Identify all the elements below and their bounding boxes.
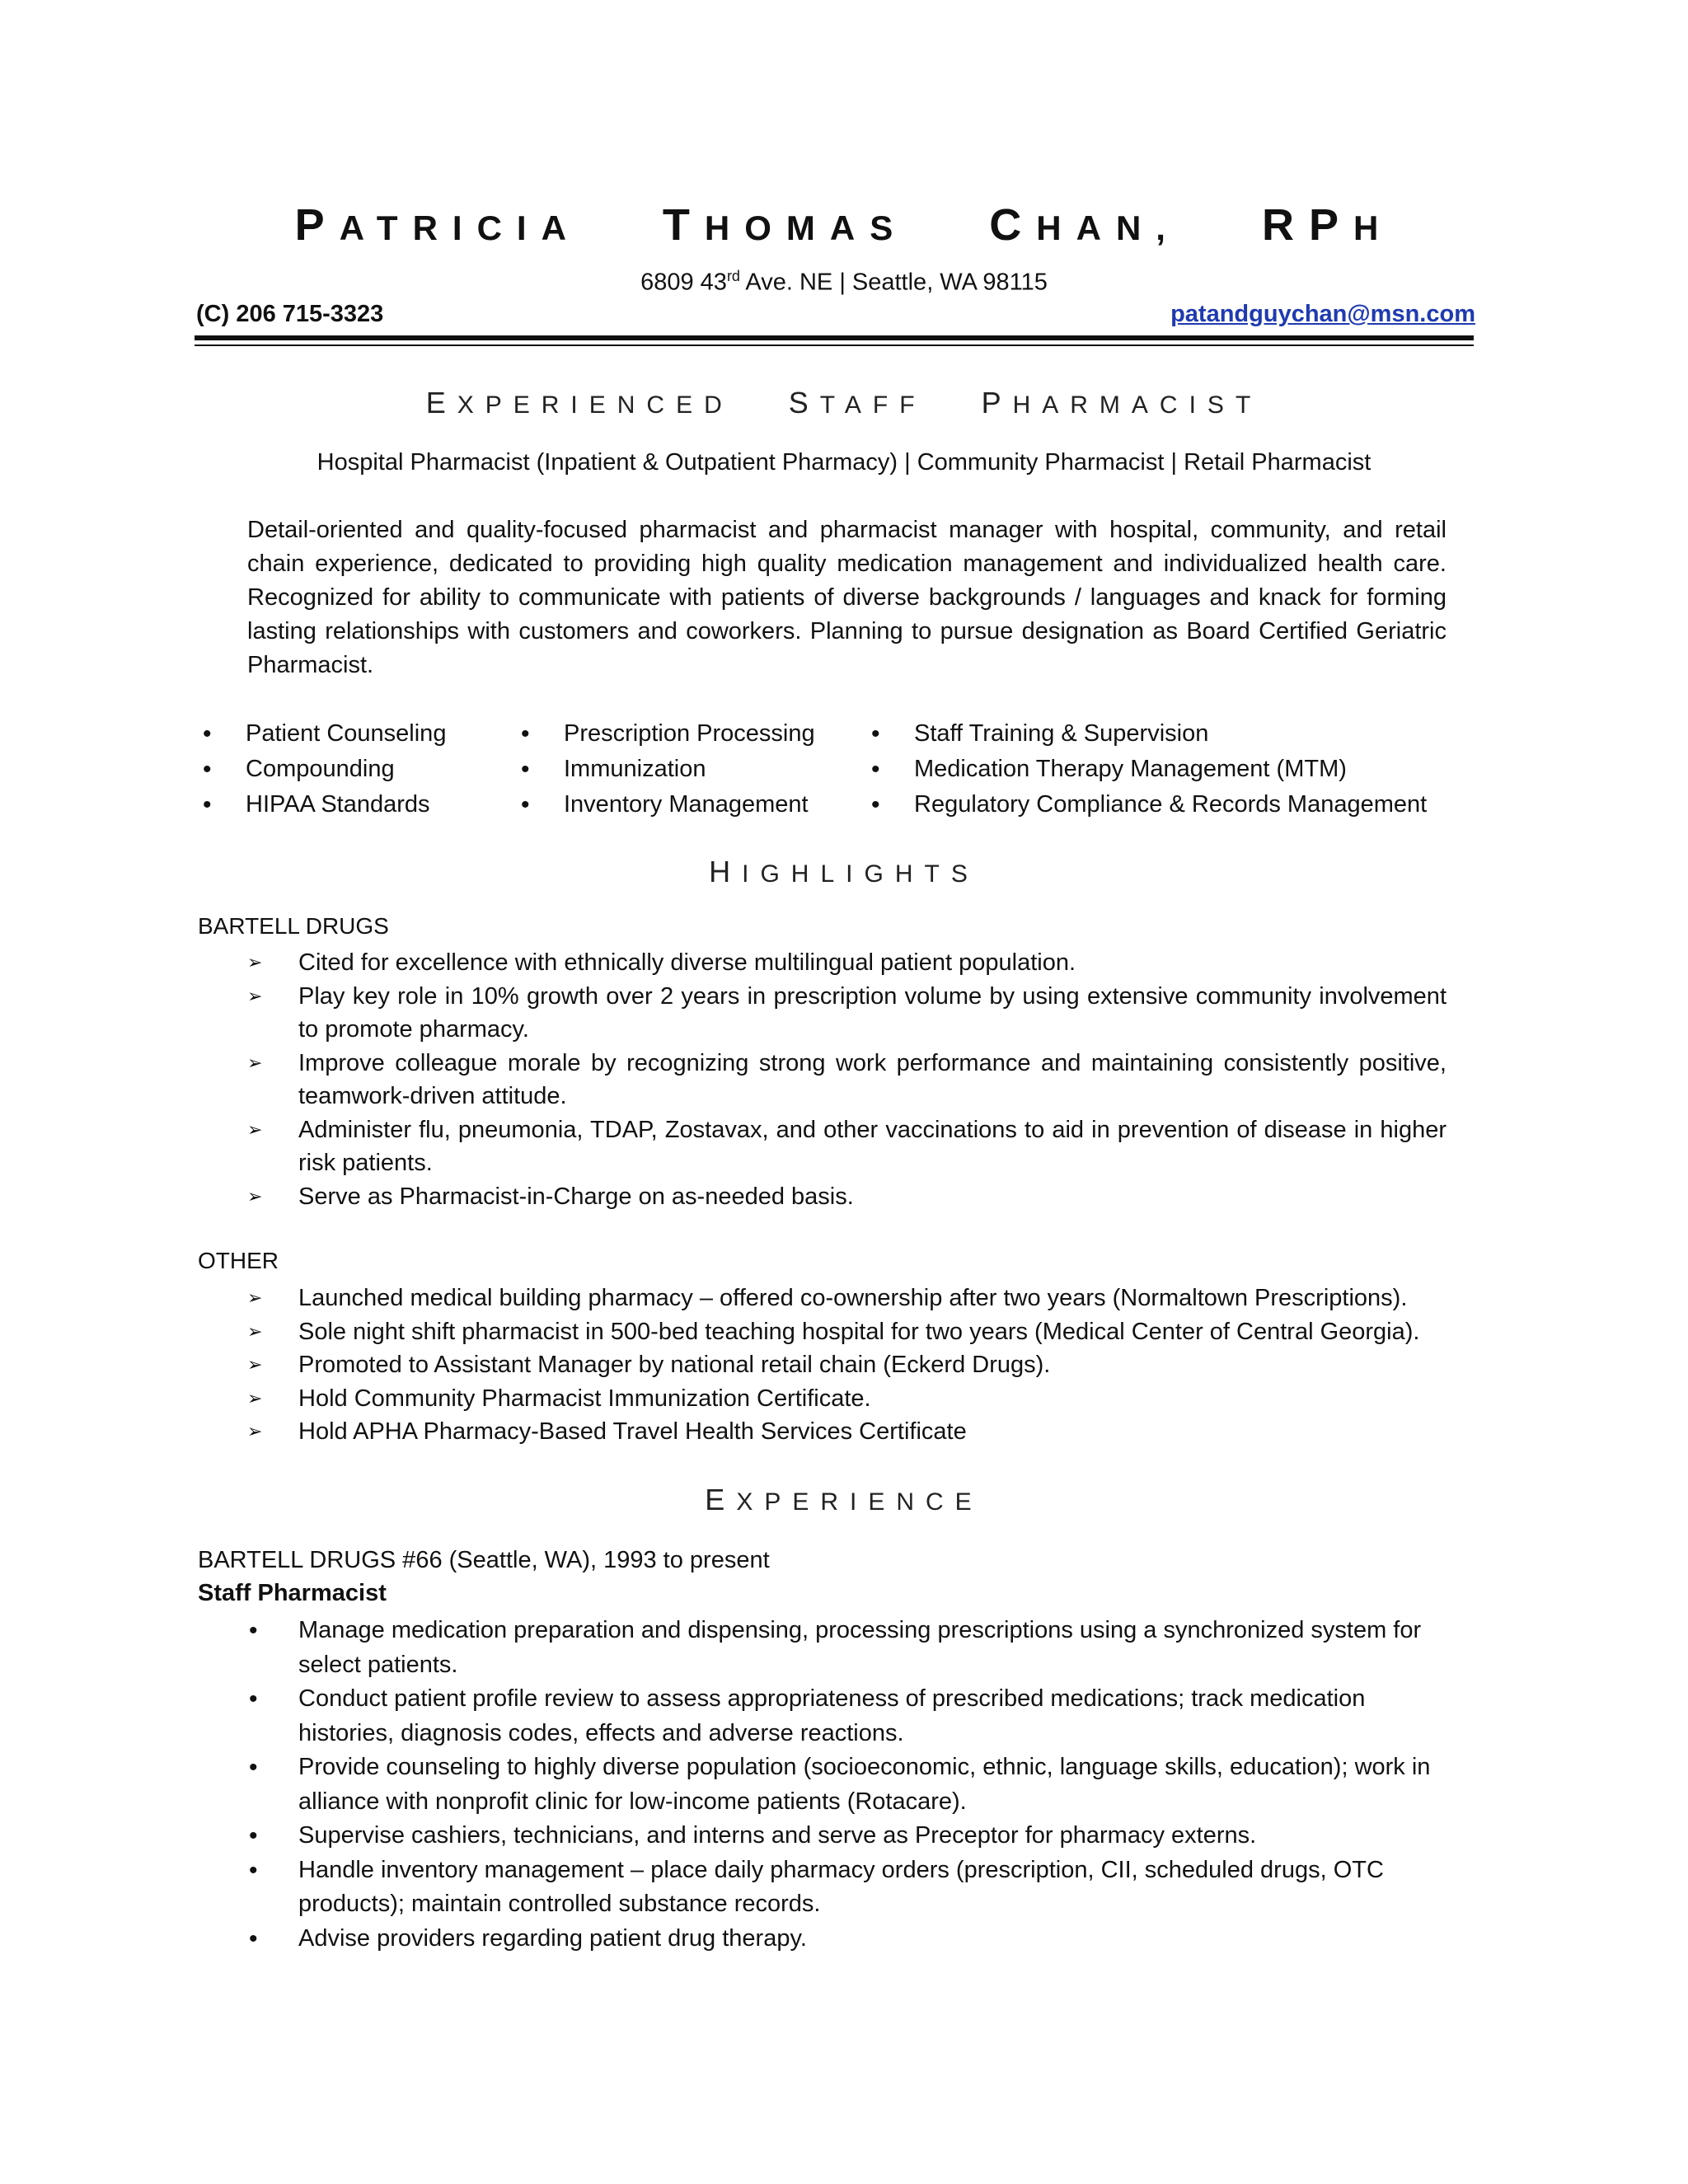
list-item: ➢ Improve colleague morale by recognizing strong work performance and maintaining consistently positive, teamwork-driven attitude. [247,1047,1447,1113]
experience-duties [247,1614,1447,1956]
list-item: • Manage medication preparation and dispensing, processing prescriptions using a synchronized system for select patients. [247,1614,1447,1682]
list-item: ➢ Launched medical building pharmacy – offered co-ownership after two years (Normaltown Prescriptions). [247,1282,1447,1315]
email-link[interactable]: patandguychan@msn.com [1170,301,1475,327]
highlights-title: HIGHLIGHTS [709,855,979,888]
list-item: ➢ Hold Community Pharmacist Immunization Certificate. [247,1382,1447,1416]
list-item: ➢ Cited for excellence with ethnically diverse multilingual patient population. [247,946,1447,980]
name-credential: RPH [1261,200,1394,250]
skill-item: • Prescription Processing [521,716,815,752]
address: 6809 43rd Ave. NE | Seattle, WA 98115 [640,268,1048,296]
skills-column-1 [203,716,446,823]
skill-item: • Inventory Management [521,787,815,823]
highlights-other-label: OTHER [198,1248,279,1273]
candidate-name [0,199,1688,251]
name-word: CHAN, [989,200,1180,250]
list-item: • Handle inventory management – place daily pharmacy orders (prescription, CII, scheduled drugs, OTC products); maintain controlled substance records. [247,1854,1447,1922]
experience-title: EXPERIENCE [705,1483,983,1516]
name-word: PATRICIA [294,200,581,250]
list-item: ➢ Sole night shift pharmacist in 500-bed teaching hospital for two years (Medical Center of Central Georgia). [247,1315,1447,1349]
skill-item: • Compounding [203,752,446,787]
list-item: ➢ Promoted to Assistant Manager by national retail chain (Eckerd Drugs). [247,1348,1447,1382]
list-item: • Advise providers regarding patient drug therapy. [247,1922,1447,1957]
profile-subtitle: Hospital Pharmacist (Inpatient & Outpatient Pharmacy) | Community Pharmacist | Retail Pharmacist [316,449,1372,476]
phone-number: (C) 206 715-3323 [196,301,384,327]
list-item: • Conduct patient profile review to assess appropriateness of prescribed medications; track medication histories, diagnosis codes, effects and adverse reactions. [247,1682,1447,1750]
header-divider [195,335,1474,340]
list-item: ➢ Administer flu, pneumonia, TDAP, Zostavax, and other vaccinations to aid in prevention of disease in higher risk patients. [247,1113,1447,1180]
experience-employer: BARTELL DRUGS #66 (Seattle, WA), 1993 to present [198,1547,770,1573]
skill-item: • Medication Therapy Management (MTM) [871,752,1427,787]
skills-column-3 [871,716,1427,823]
list-item: ➢ Serve as Pharmacist-in-Charge on as-needed basis. [247,1180,1447,1214]
list-item: • Provide counseling to highly diverse population (socioeconomic, ethnic, language skills, education); work in alliance with nonprofit clinic for low-income patients (Rotacare). [247,1750,1447,1819]
highlights-other-list [247,1282,1447,1449]
list-item: ➢ Hold APHA Pharmacy-Based Travel Health Services Certificate [247,1415,1447,1449]
skills-column-2 [521,716,815,823]
skill-item: • Patient Counseling [203,716,446,752]
skill-item: • HIPAA Standards [203,787,446,823]
list-item: • Supervise cashiers, technicians, and interns and serve as Preceptor for pharmacy externs. [247,1819,1447,1854]
name-word: THOMAS [662,200,908,250]
list-item: ➢ Play key role in 10% growth over 2 years in prescription volume by using extensive community involvement to promote pharmacy. [247,980,1447,1047]
profile-summary: Detail-oriented and quality-focused pharmacist and pharmacist manager with hospital, community, and retail chain experience, dedicated to providing high quality medication management and individualized health care. Recognized for ability to communicate with patients of diverse backgrounds / languages and knack for forming lasting relationships with customers and coworkers. Planning to pursue designation as Board Certified Geriatric Pharmacist. [247,517,1447,678]
experience-role: Staff Pharmacist [198,1580,387,1606]
skill-item: • Immunization [521,752,815,787]
skill-item: • Regulatory Compliance & Records Management [871,787,1427,823]
header-divider-thin [195,344,1474,346]
skill-item: • Staff Training & Supervision [871,716,1427,752]
highlights-bartell-list [247,946,1447,1213]
highlights-bartell-label: BARTELL DRUGS [198,913,389,939]
profile-title: EXPERIENCED STAFF PHARMACIST [425,386,1263,419]
